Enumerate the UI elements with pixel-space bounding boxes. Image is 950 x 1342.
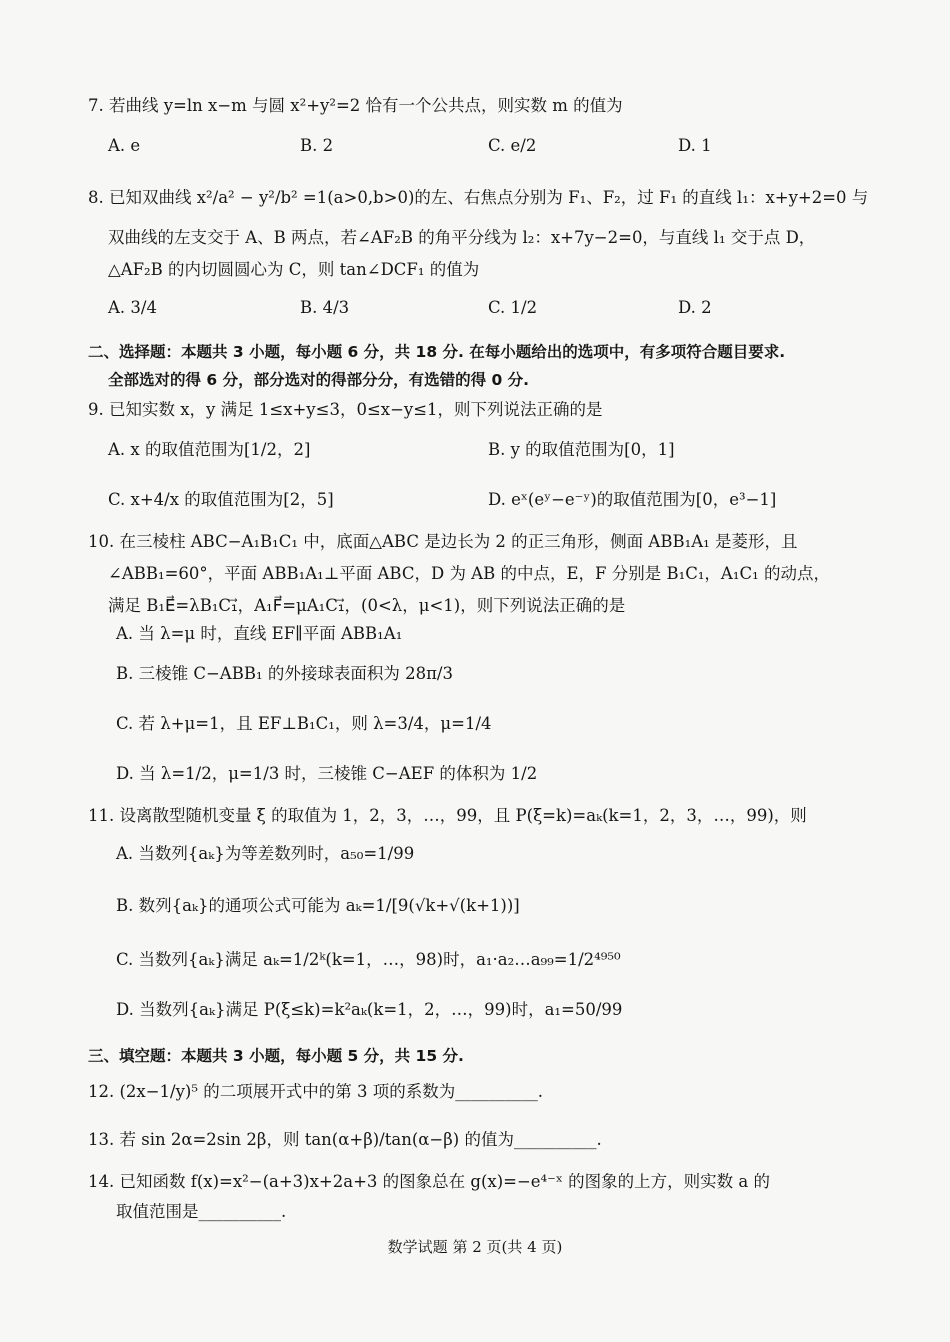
q10-option-b: B. 三棱锥 C−ABB₁ 的外接球表面积为 28π/3: [116, 664, 453, 683]
q8-option-c: C. 1/2: [488, 298, 538, 317]
q11-stem: 11. 设离散型随机变量 ξ 的取值为 1，2，3，…，99，且 P(ξ=k)=aₖ(k=1，2，3，…，99)，则: [88, 806, 807, 825]
q11-option-b: B. 数列{aₖ}的通项公式可能为 aₖ=1/[9(√k+√(k+1))]: [116, 896, 520, 915]
section2-heading-line2: 全部选对的得 6 分，部分选对的得部分分，有选错的得 0 分.: [108, 371, 530, 389]
q9-option-d: D. eˣ(eʸ−e⁻ʸ)的取值范围为[0，e³−1]: [488, 490, 777, 509]
section3-heading: 三、填空题：本题共 3 小题，每小题 5 分，共 15 分.: [88, 1047, 464, 1065]
q11-option-d: D. 当数列{aₖ}满足 P(ξ≤k)=k²aₖ(k=1，2，…，99)时，a₁=50/99: [116, 1000, 623, 1019]
q9-option-a: A. x 的取值范围为[1/2，2]: [108, 440, 311, 459]
q9-option-b: B. y 的取值范围为[0，1]: [488, 440, 675, 459]
q8-option-a: A. 3/4: [108, 298, 157, 317]
q10-line1: 10. 在三棱柱 ABC−A₁B₁C₁ 中，底面△ABC 是边长为 2 的正三角形，侧面 ABB₁A₁ 是菱形，且: [88, 532, 798, 551]
page-footer: 数学试题 第 2 页(共 4 页): [387, 1238, 563, 1256]
q14-line1: 14. 已知函数 f(x)=x²−(a+3)x+2a+3 的图象总在 g(x)=−e⁴⁻ˣ 的图象的上方，则实数 a 的: [88, 1172, 770, 1191]
section2-heading: 二、选择题：本题共 3 小题，每小题 6 分，共 18 分. 在每小题给出的选项中，有多项符合题目要求.: [88, 343, 786, 361]
q7-option-d: D. 1: [678, 136, 712, 155]
q11-option-a: A. 当数列{aₖ}为等差数列时，a₅₀=1/99: [116, 844, 415, 863]
q8-option-d: D. 2: [678, 298, 712, 317]
q13-text: 13. 若 sin 2α=2sin 2β，则 tan(α+β)/tan(α−β) 的值为__________.: [88, 1130, 602, 1149]
q10-option-a: A. 当 λ=μ 时，直线 EF∥平面 ABB₁A₁: [116, 624, 403, 643]
q8-line2: 双曲线的左支交于 A、B 两点，若∠AF₂B 的角平分线为 l₂：x+7y−2=0，与直线 l₁ 交于点 D，: [108, 228, 816, 247]
q9-option-c: C. x+4/x 的取值范围为[2，5]: [108, 490, 334, 509]
q14-line2: 取值范围是__________.: [116, 1202, 287, 1221]
q9-stem: 9. 已知实数 x，y 满足 1≤x+y≤3，0≤x−y≤1，则下列说法正确的是: [88, 400, 603, 419]
q12-text: 12. (2x−1/y)⁵ 的二项展开式中的第 3 项的系数为__________.: [88, 1082, 543, 1101]
q8-option-b: B. 4/3: [300, 298, 350, 317]
q10-option-d: D. 当 λ=1/2，μ=1/3 时，三棱锥 C−AEF 的体积为 1/2: [116, 764, 538, 783]
q10-line2: ∠ABB₁=60°，平面 ABB₁A₁⊥平面 ABC，D 为 AB 的中点，E，F 分别是 B₁C₁，A₁C₁ 的动点，: [108, 564, 830, 583]
q7-stem: 7. 若曲线 y=ln x−m 与圆 x²+y²=2 恰有一个公共点，则实数 m 的值为: [88, 96, 623, 115]
q8-line3: △AF₂B 的内切圆圆心为 C，则 tan∠DCF₁ 的值为: [108, 260, 480, 279]
q10-option-c: C. 若 λ+μ=1，且 EF⊥B₁C₁，则 λ=3/4，μ=1/4: [116, 714, 492, 733]
q8-line1: 8. 已知双曲线 x²/a² − y²/b² =1(a>0,b>0)的左、右焦点分别为 F₁、F₂，过 F₁ 的直线 l₁：x+y+2=0 与: [88, 188, 869, 207]
q10-line3: 满足 B₁E⃗=λB₁C₁⃗，A₁F⃗=μA₁C₁⃗，(0<λ，μ<1)，则下列说法正确的是: [108, 596, 626, 615]
q7-option-c: C. e/2: [488, 136, 537, 155]
q7-option-a: A. e: [108, 136, 141, 155]
q7-option-b: B. 2: [300, 136, 334, 155]
q11-option-c: C. 当数列{aₖ}满足 aₖ=1/2ᵏ(k=1，…，98)时，a₁·a₂…a₉₉=1/2⁴⁹⁵⁰: [116, 950, 621, 969]
